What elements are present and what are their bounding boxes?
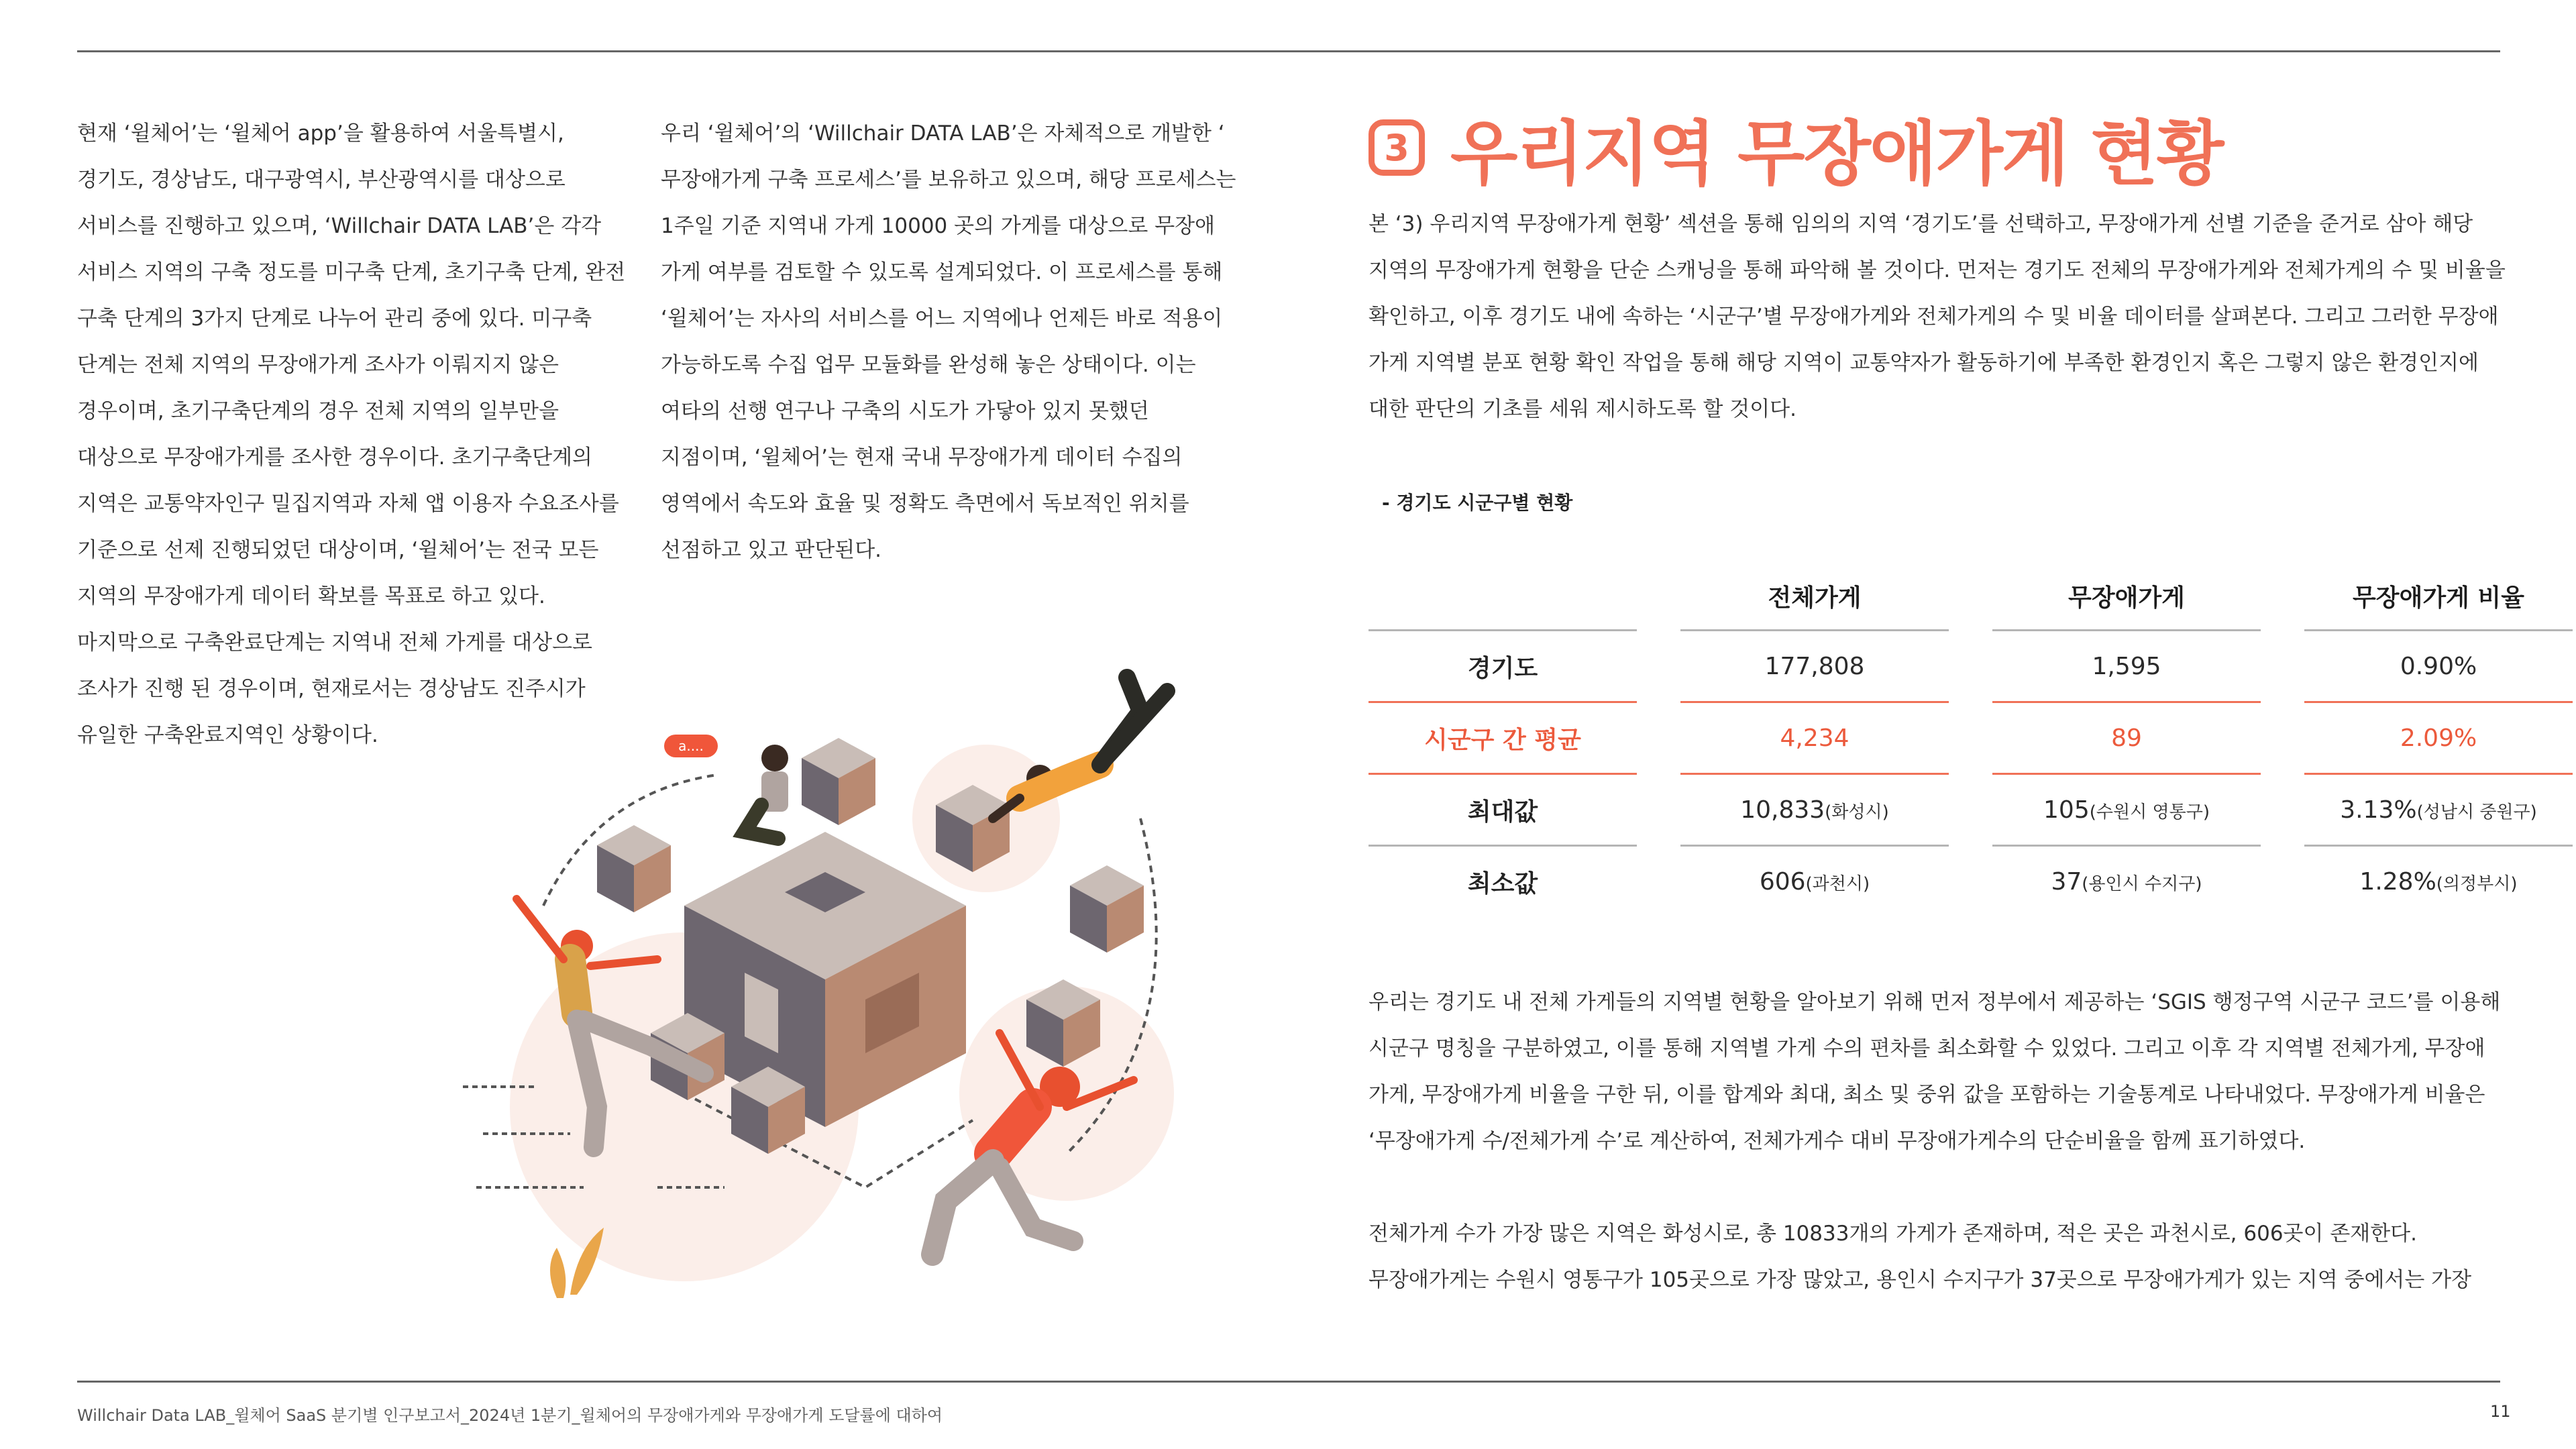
row-label: 최소값 [1467,869,1538,898]
person-sitting-on-cube [745,745,788,839]
text-line: 지역의 무장애가게 데이터 확보를 목표로 하고 있다. [77,584,545,608]
text-line: 서비스 지역의 구축 정도를 미구축 단계, 초기구축 단계, 완전 [77,260,626,284]
text-line: 무장애가게는 수원시 영통구가 105곳으로 가장 많았고, 용인시 수지구가 37곳으로 무장애가게가 있는 지역 중에서는 가장 [1368,1268,2472,1292]
text-line: 가게 지역별 분포 현황 확인 작업을 통해 해당 지역이 교통약자가 활동하기에 부족한 환경인지 혹은 그렇지 않은 환경인지에 [1368,351,2479,375]
speech-bubble [664,735,718,757]
floating-cube [802,738,875,825]
table-cell: 2.09% [2400,724,2477,752]
table-header-row [1368,562,2524,629]
section-header [1368,107,2223,195]
speech-bubble-text: a.... [678,738,704,754]
text-line: 마지막으로 구축완료단계는 지역내 전체 가게를 대상으로 [77,631,592,655]
text-line: 확인하고, 이후 경기도 내에 속하는 ‘시군구’별 무장애가게와 전체가게의 수 및 비율 데이터를 살펴본다. 그리고 그러한 무장애 [1368,305,2499,329]
text-line: 지역은 교통약자인구 밀집지역과 자체 앱 이용자 수요조사를 [77,492,619,516]
text-line: 우리 ‘윌체어’의 ‘Willchair DATA LAB’은 자체적으로 개발한 ‘ [661,121,1225,146]
table-row [1368,775,2537,845]
table-row [1368,631,2509,701]
middle-text-column [661,111,1236,574]
table-row [1368,847,2518,916]
text-line: 단계는 전체 지역의 무장애가게 조사가 이뤄지지 않은 [77,353,559,377]
row-label: 최대값 [1467,798,1538,826]
person-flying [993,678,1167,818]
row-label: 시군구 간 평균 [1424,726,1581,754]
text-line: ‘무장애가게 수/전체가게 수’로 계산하여, 전체가게수 대비 무장애가게수의 단순비율을 함께 표기하였다. [1368,1129,2306,1153]
text-line: 현재 ‘윌체어’는 ‘윌체어 app’을 활용하여 서울특별시, [77,121,564,146]
floating-cube [597,825,671,912]
stats-table [1368,562,2537,916]
bottom-rule [77,1381,2500,1383]
text-line: 서비스를 진행하고 있으며, ‘Willchair DATA LAB’은 각각 [77,214,602,238]
table-cell: 177,808 [1764,652,1865,680]
text-line: 영역에서 속도와 효율 및 정확도 측면에서 독보적인 위치를 [661,492,1189,516]
text-line: 지점이며, ‘윌체어’는 현재 국내 무장애가게 데이터 수집의 [661,445,1183,470]
table-cell: 37(용인시 수지구) [2051,867,2202,896]
teamwork-cubes-illustration [463,624,1254,1335]
top-rule [77,50,2500,52]
table-header-cell: 무장애가게 비율 [2353,584,2524,612]
row-label: 경기도 [1467,654,1538,682]
text-line: ‘윌체어’는 자사의 서비스를 어느 지역에나 언제든 바로 적용이 [661,307,1223,331]
table-cell: 0.90% [2400,652,2477,680]
table-cell: 3.13%(성남시 중원구) [2340,796,2537,824]
text-line: 경우이며, 초기구축단계의 경우 전체 지역의 일부만을 [77,399,559,423]
text-line: 우리는 경기도 내 전체 가게들의 지역별 현황을 알아보기 위해 먼저 정부에서 제공하는 ‘SGIS 행정구역 시군구 코드’를 이용해 [1368,990,2501,1014]
text-line: 경기도, 경상남도, 대구광역시, 부산광역시를 대상으로 [77,168,566,192]
text-line: 무장애가게 구축 프로세스’를 보유하고 있으며, 해당 프로세스는 [661,168,1236,192]
section-title: 우리지역 무장애가게 현황 [1450,113,2223,195]
text-line: 지역의 무장애가게 현황을 단순 스캐닝을 통해 파악해 볼 것이다. 먼저는 경기도 전체의 무장애가게와 전체가게의 수 및 비율을 [1368,258,2506,282]
table-subheading: - 경기도 시군구별 현황 [1382,492,1573,514]
text-line: 조사가 진행 된 경우이며, 현재로서는 경상남도 진주시가 [77,677,586,701]
table-cell: 1.28%(의정부시) [2359,867,2518,896]
table-row [1368,703,2509,773]
table-cell: 1,595 [2092,652,2161,680]
text-line: 1주일 기준 지역내 가게 10000 곳의 가게를 대상으로 무장애 [661,214,1216,238]
table-cell: 89 [2111,724,2142,752]
method-paragraph [1368,979,2509,1165]
text-line: 기준으로 선제 진행되었던 대상이며, ‘윌체어’는 전국 모든 [77,538,599,562]
footer-text: Willchair Data LAB_윌체어 SaaS 분기별 인구보고서_2024년 1분기_윌체어의 무장애가게와 무장애가게 도달률에 대하여 [77,1406,943,1425]
text-line: 여타의 선행 연구나 구축의 시도가 가닿아 있지 못했던 [661,399,1149,423]
text-line: 구축 단계의 3가지 단계로 나누어 관리 중에 있다. 미구축 [77,307,592,331]
text-line: 시군구 명칭을 구분하였고, 이를 통해 지역별 가게 수의 편차를 최소화할 수 있었다. 그리고 이후 각 지역별 전체가게, 무장애 [1368,1036,2485,1061]
table-cell: 10,833(화성시) [1740,796,1889,824]
findings-paragraph [1368,1211,2509,1303]
text-line: 가게, 무장애가게 비율을 구한 뒤, 이를 합계와 최대, 최소 및 중위 값을 포함하는 기술통계로 나타내었다. 무장애가게 비율은 [1368,1083,2485,1107]
table-header-cell: 전체가게 [1768,584,1862,612]
text-line: 대상으로 무장애가게를 조사한 경우이다. 초기구축단계의 [77,445,592,470]
floating-cube [1070,865,1144,953]
text-line: 본 ‘3) 우리지역 무장애가게 현황’ 섹션을 통해 임의의 지역 ‘경기도’를 선택하고, 무장애가게 선별 기준을 준거로 삼아 해당 [1368,212,2473,236]
text-line: 가게 여부를 검토할 수 있도록 설계되었다. 이 프로세스를 통해 [661,260,1223,284]
table-header-cell: 무장애가게 [2068,584,2185,612]
section-intro [1368,201,2509,433]
text-line: 유일한 구축완료지역인 상황이다. [77,723,378,747]
text-line: 선점하고 있고 판단된다. [661,538,882,562]
table-cell: 4,234 [1780,724,1849,752]
table-cell: 606(과천시) [1759,867,1870,896]
section-number-badge: 3 [1368,119,1425,176]
text-line: 가능하도록 수집 업무 모듈화를 완성해 놓은 상태이다. 이는 [661,353,1196,377]
page-number: 11 [2490,1402,2511,1421]
text-line: 대한 판단의 기초를 세워 제시하도록 할 것이다. [1368,397,1796,421]
text-line: 전체가게 수가 가장 많은 지역은 화성시로, 총 10833개의 가게가 존재하며, 적은 곳은 과천시로, 606곳이 존재한다. [1368,1222,2417,1246]
table-cell: 105(수원시 영통구) [2043,796,2210,824]
